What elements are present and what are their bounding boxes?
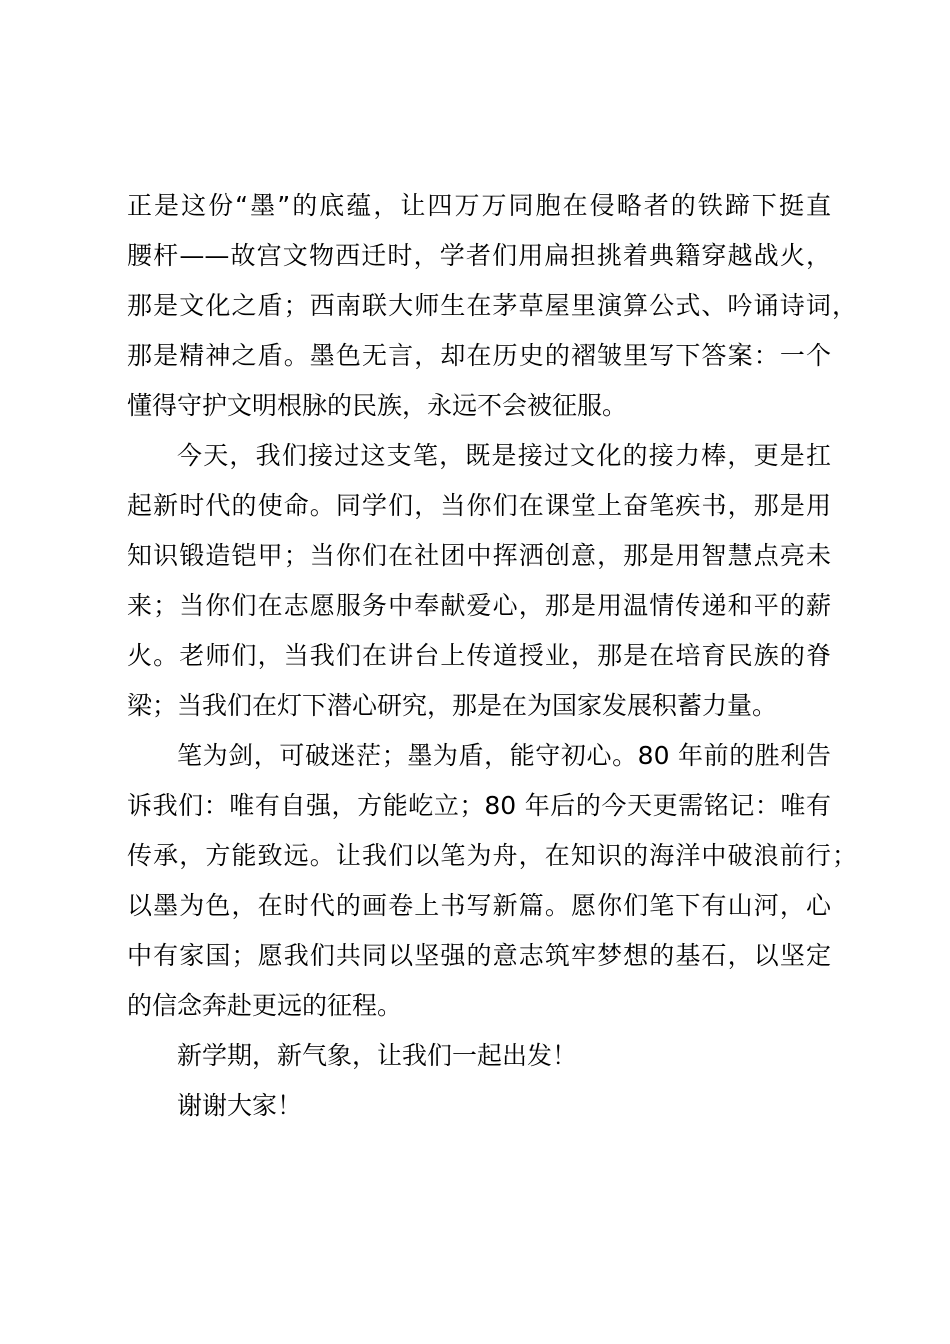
text-line: 今天，我们接过这支笔，既是接过文化的接力棒，更是扛 xyxy=(177,441,831,470)
text-line: 的信念奔赴更远的征程。 xyxy=(127,991,403,1020)
document-body xyxy=(127,181,857,1131)
paragraph-3 xyxy=(127,731,857,1031)
paragraph-4 xyxy=(127,1031,857,1081)
text-line: 腰杆——故宫文物西迁时，学者们用扁担挑着典籍穿越战火， xyxy=(127,241,831,270)
text-line: 那是精神之盾。墨色无言，却在历史的褶皱里写下答案：一个 xyxy=(127,341,831,370)
text-line: 诉我们：唯有自强，方能屹立；80 年后的今天更需铭记：唯有 xyxy=(127,791,831,820)
text-line: 梁；当我们在灯下潜心研究，那是在为国家发展积蓄力量。 xyxy=(127,691,778,720)
paragraph-5 xyxy=(127,1081,857,1131)
text-line: 起新时代的使命。同学们，当你们在课堂上奋笔疾书，那是用 xyxy=(127,491,831,520)
text-line: 以墨为色，在时代的画卷上书写新篇。愿你们笔下有山河，心 xyxy=(127,891,831,920)
text-line: 谢谢大家！ xyxy=(177,1091,303,1120)
text-line: 新学期，新气象，让我们一起出发！ xyxy=(177,1041,578,1070)
text-line: 火。老师们，当我们在讲台上传道授业，那是在培育民族的脊 xyxy=(127,641,831,670)
text-line: 来；当你们在志愿服务中奉献爱心，那是用温情传递和平的薪 xyxy=(127,591,831,620)
text-line: 懂得守护文明根脉的民族，永远不会被征服。 xyxy=(127,391,628,420)
text-line: 传承，方能致远。让我们以笔为舟，在知识的海洋中破浪前行； xyxy=(127,841,857,870)
text-line: 知识锻造铠甲；当你们在社团中挥洒创意，那是用智慧点亮未 xyxy=(127,541,831,570)
text-line: 那是文化之盾；西南联大师生在茅草屋里演算公式、吟诵诗词， xyxy=(127,291,857,320)
paragraph-2 xyxy=(127,431,857,731)
paragraph-1 xyxy=(127,181,857,431)
text-line: 笔为剑，可破迷茫；墨为盾，能守初心。80 年前的胜利告 xyxy=(177,741,831,770)
text-line: 中有家国；愿我们共同以坚强的意志筑牢梦想的基石，以坚定 xyxy=(127,941,831,970)
text-line: 正是这份“墨”的底蕴，让四万万同胞在侵略者的铁蹄下挺直 xyxy=(127,191,831,220)
